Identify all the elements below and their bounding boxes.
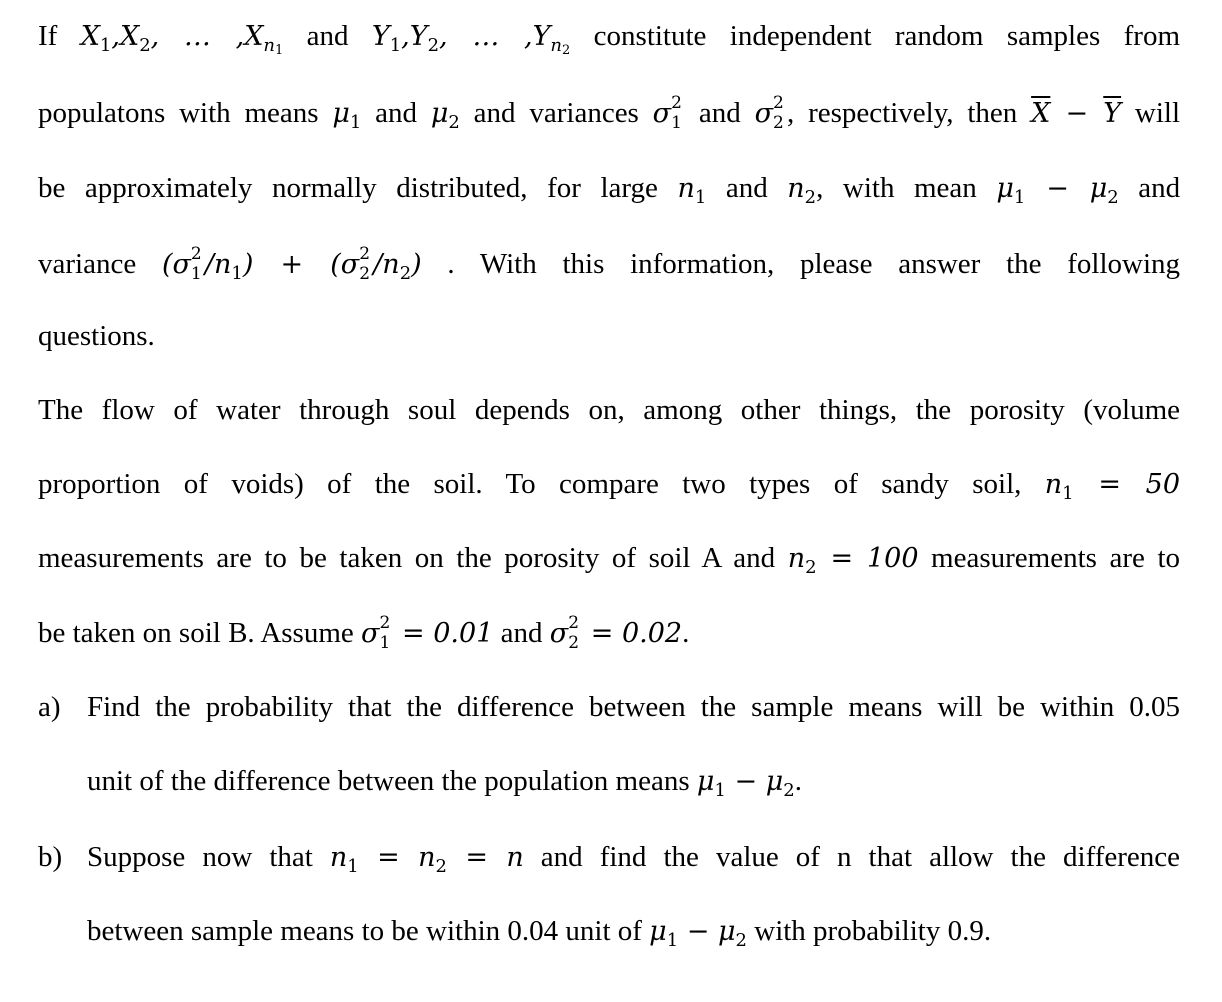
text-line: The flow of water through soul depends on, among other things, the porosity (volume <box>38 394 1180 426</box>
item-b-marker: b) <box>38 841 63 873</box>
text-line: variance (σ 2 1 $/n_1) + (\sigma$ 2 2 $/n_2$) . With this information, please answer the following <box>38 243 1181 284</box>
text-line: populatons with means $\mu_1$ and $\mu_2$ and variances σ 2 1 and σ 2 2 , respectively, then $\overline{X} - \overline{Y}$ will <box>38 92 1180 133</box>
text-line: questions. <box>38 320 155 352</box>
item-b-line: between sample means to be within 0.04 unit of $\mu_1 - \mu_2$ with probability 0.9. <box>87 915 992 951</box>
item-a-marker: a) <box>38 691 61 723</box>
text-line: proportion of voids) of the soil. To compare two types of sandy soil, $n_1 = 50$ <box>38 468 1180 504</box>
item-a-line: unit of the difference between the population means $\mu_1 - \mu_2$. <box>87 765 802 801</box>
text-line: be approximately normally distributed, for large $n_1$ and $n_2$, with mean $\mu_1 - \mu_2$ and <box>38 172 1181 208</box>
text-line: If $X_1,X_2$, … $,X_{n1}$ and $Y_1,Y_2$, … $,Y_{n2}$ constitute independent random samples from <box>38 20 1180 58</box>
math-y-sample: $Y_1,Y_2$, … $,Y_{n2}$ <box>371 21 571 58</box>
item-b-line: Suppose now that $n_1 = n_2 = n$ and find the value of n that allow the difference <box>87 841 1181 877</box>
text-line: measurements are to be taken on the porosity of soil A and $n_2 = 100$ measurements are to <box>38 542 1180 578</box>
math-x-sample: $X_1,X_2$, … $,X_{n1}$ <box>80 21 284 58</box>
item-a-line: Find the probability that the difference between the sample means will be within 0.05 <box>87 691 1180 723</box>
text-line: be taken on soil B. Assume σ 2 1 = 0.01 and σ 2 2 = 0.02. <box>38 612 690 653</box>
